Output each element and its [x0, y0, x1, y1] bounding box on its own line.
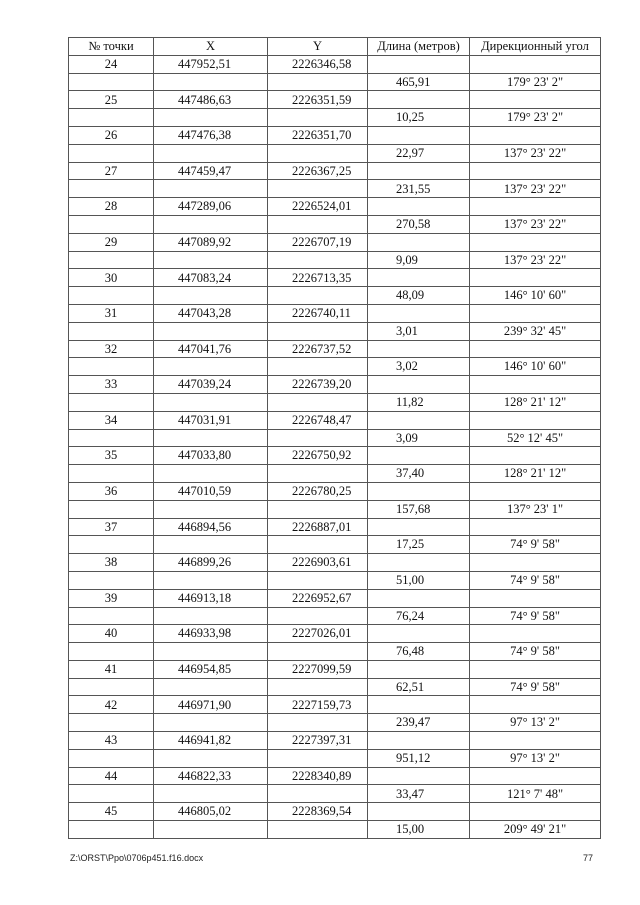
cell-point-number: [69, 821, 154, 839]
cell-x: [154, 180, 268, 198]
cell-point-number: 30: [69, 269, 154, 287]
cell-direction-angle: 137° 23' 22": [470, 215, 601, 233]
cell-direction-angle: [470, 589, 601, 607]
cell-length: [368, 304, 470, 322]
cell-point-number: [69, 287, 154, 305]
cell-point-number: 41: [69, 660, 154, 678]
cell-point-number: [69, 536, 154, 554]
cell-point-number: 26: [69, 126, 154, 144]
cell-direction-angle: [470, 803, 601, 821]
cell-length: 9,09: [368, 251, 470, 269]
table-row: [69, 91, 601, 109]
cell-length: [368, 91, 470, 109]
table-row: [69, 589, 601, 607]
cell-direction-angle: [470, 732, 601, 750]
cell-point-number: [69, 251, 154, 269]
cell-y: [268, 180, 368, 198]
cell-x: [154, 322, 268, 340]
cell-y: 2226351,70: [268, 126, 368, 144]
cell-point-number: 35: [69, 447, 154, 465]
cell-direction-angle: 146° 10' 60": [470, 358, 601, 376]
header-direction-angle: Дирекционный угол: [470, 38, 601, 56]
cell-x: 446913,18: [154, 589, 268, 607]
cell-direction-angle: [470, 554, 601, 572]
footer-page-number: 77: [583, 853, 594, 863]
table-header-row: [69, 38, 601, 56]
cell-x: [154, 785, 268, 803]
cell-point-number: [69, 643, 154, 661]
cell-point-number: [69, 144, 154, 162]
cell-direction-angle: [470, 518, 601, 536]
table-row: [69, 785, 601, 803]
cell-point-number: [69, 749, 154, 767]
table-row: [69, 643, 601, 661]
cell-point-number: [69, 571, 154, 589]
table-row: [69, 233, 601, 251]
cell-x: 446822,33: [154, 767, 268, 785]
cell-point-number: 36: [69, 482, 154, 500]
table-row: [69, 821, 601, 839]
cell-x: 447083,24: [154, 269, 268, 287]
cell-point-number: 29: [69, 233, 154, 251]
cell-x: 447486,63: [154, 91, 268, 109]
table-row: [69, 340, 601, 358]
cell-y: 2227159,73: [268, 696, 368, 714]
cell-x: [154, 287, 268, 305]
cell-direction-angle: [470, 233, 601, 251]
cell-direction-angle: 121° 7' 48": [470, 785, 601, 803]
cell-direction-angle: [470, 162, 601, 180]
cell-y: [268, 73, 368, 91]
cell-x: [154, 571, 268, 589]
cell-direction-angle: 74° 9' 58": [470, 571, 601, 589]
table-row: [69, 607, 601, 625]
header-length: Длина (метров): [368, 38, 470, 56]
cell-x: [154, 500, 268, 518]
table-row: [69, 287, 601, 305]
cell-direction-angle: 239° 32' 45": [470, 322, 601, 340]
cell-point-number: [69, 465, 154, 483]
cell-direction-angle: [470, 696, 601, 714]
cell-direction-angle: [470, 447, 601, 465]
cell-point-number: 38: [69, 554, 154, 572]
cell-y: [268, 109, 368, 127]
cell-length: [368, 162, 470, 180]
cell-y: [268, 215, 368, 233]
cell-x: 447039,24: [154, 376, 268, 394]
cell-length: [368, 269, 470, 287]
cell-length: 62,51: [368, 678, 470, 696]
cell-length: [368, 233, 470, 251]
header-y: Y: [268, 38, 368, 56]
cell-x: [154, 109, 268, 127]
cell-y: [268, 322, 368, 340]
cell-y: 2226346,58: [268, 55, 368, 73]
cell-y: 2227099,59: [268, 660, 368, 678]
cell-y: 2226739,20: [268, 376, 368, 394]
header-point-number: № точки: [69, 38, 154, 56]
cell-length: [368, 198, 470, 216]
cell-x: 446899,26: [154, 554, 268, 572]
cell-length: [368, 696, 470, 714]
cell-direction-angle: 179° 23' 2": [470, 73, 601, 91]
table-row: [69, 732, 601, 750]
table-row: [69, 376, 601, 394]
cell-direction-angle: [470, 126, 601, 144]
cell-direction-angle: 209° 49' 21": [470, 821, 601, 839]
cell-point-number: [69, 180, 154, 198]
cell-y: [268, 429, 368, 447]
table-row: [69, 411, 601, 429]
cell-x: 447459,47: [154, 162, 268, 180]
cell-y: 2227397,31: [268, 732, 368, 750]
cell-y: 2226351,59: [268, 91, 368, 109]
cell-x: [154, 251, 268, 269]
table-row: [69, 144, 601, 162]
cell-length: [368, 376, 470, 394]
cell-y: 2226780,25: [268, 482, 368, 500]
cell-x: 447010,59: [154, 482, 268, 500]
table-row: [69, 198, 601, 216]
cell-point-number: [69, 500, 154, 518]
cell-direction-angle: 74° 9' 58": [470, 678, 601, 696]
cell-y: 2226713,35: [268, 269, 368, 287]
cell-y: 2226750,92: [268, 447, 368, 465]
cell-y: 2226740,11: [268, 304, 368, 322]
cell-point-number: [69, 109, 154, 127]
cell-y: 2226524,01: [268, 198, 368, 216]
cell-length: 270,58: [368, 215, 470, 233]
cell-point-number: 34: [69, 411, 154, 429]
cell-y: [268, 393, 368, 411]
table-row: [69, 554, 601, 572]
cell-length: 3,02: [368, 358, 470, 376]
cell-length: 51,00: [368, 571, 470, 589]
cell-direction-angle: 146° 10' 60": [470, 287, 601, 305]
cell-x: [154, 358, 268, 376]
table-row: [69, 518, 601, 536]
cell-length: 231,55: [368, 180, 470, 198]
cell-length: [368, 447, 470, 465]
table-row: [69, 482, 601, 500]
cell-length: [368, 518, 470, 536]
cell-direction-angle: 128° 21' 12": [470, 465, 601, 483]
cell-x: 447089,92: [154, 233, 268, 251]
cell-point-number: 28: [69, 198, 154, 216]
cell-point-number: [69, 393, 154, 411]
cell-direction-angle: [470, 482, 601, 500]
cell-length: [368, 55, 470, 73]
table-row: [69, 465, 601, 483]
cell-length: [368, 589, 470, 607]
table-row: [69, 215, 601, 233]
cell-point-number: 40: [69, 625, 154, 643]
cell-y: 2226887,01: [268, 518, 368, 536]
cell-y: [268, 287, 368, 305]
cell-point-number: 39: [69, 589, 154, 607]
cell-direction-angle: [470, 304, 601, 322]
table-row: [69, 429, 601, 447]
cell-x: [154, 73, 268, 91]
cell-y: [268, 536, 368, 554]
cell-y: [268, 571, 368, 589]
cell-y: 2226737,52: [268, 340, 368, 358]
cell-direction-angle: [470, 340, 601, 358]
cell-length: 33,47: [368, 785, 470, 803]
table-row: [69, 109, 601, 127]
cell-length: 76,24: [368, 607, 470, 625]
cell-length: [368, 625, 470, 643]
cell-x: 446805,02: [154, 803, 268, 821]
cell-direction-angle: [470, 376, 601, 394]
cell-length: 48,09: [368, 287, 470, 305]
cell-direction-angle: 74° 9' 58": [470, 643, 601, 661]
cell-point-number: 43: [69, 732, 154, 750]
table-row: [69, 162, 601, 180]
cell-y: 2226952,67: [268, 589, 368, 607]
header-x: X: [154, 38, 268, 56]
table-row: [69, 180, 601, 198]
cell-point-number: [69, 215, 154, 233]
cell-x: [154, 678, 268, 696]
coordinates-table: [68, 37, 601, 839]
cell-point-number: 33: [69, 376, 154, 394]
cell-point-number: 25: [69, 91, 154, 109]
table-row: [69, 714, 601, 732]
cell-length: [368, 554, 470, 572]
cell-direction-angle: [470, 269, 601, 287]
cell-y: 2228340,89: [268, 767, 368, 785]
cell-y: 2228369,54: [268, 803, 368, 821]
cell-direction-angle: [470, 660, 601, 678]
cell-x: 447289,06: [154, 198, 268, 216]
cell-length: 17,25: [368, 536, 470, 554]
cell-length: 22,97: [368, 144, 470, 162]
cell-length: [368, 411, 470, 429]
cell-y: 2226903,61: [268, 554, 368, 572]
cell-x: 447952,51: [154, 55, 268, 73]
table-row: [69, 536, 601, 554]
cell-length: [368, 767, 470, 785]
table-body: [69, 55, 601, 838]
cell-y: [268, 607, 368, 625]
cell-x: [154, 749, 268, 767]
cell-x: [154, 643, 268, 661]
cell-y: [268, 500, 368, 518]
cell-length: 239,47: [368, 714, 470, 732]
cell-x: 446971,90: [154, 696, 268, 714]
cell-x: 446933,98: [154, 625, 268, 643]
cell-length: 10,25: [368, 109, 470, 127]
cell-y: 2226707,19: [268, 233, 368, 251]
cell-x: 447043,28: [154, 304, 268, 322]
table-row: [69, 269, 601, 287]
cell-direction-angle: 97° 13' 2": [470, 749, 601, 767]
cell-x: 447476,38: [154, 126, 268, 144]
cell-y: [268, 821, 368, 839]
cell-x: [154, 465, 268, 483]
cell-direction-angle: [470, 55, 601, 73]
cell-y: 2226367,25: [268, 162, 368, 180]
cell-length: 157,68: [368, 500, 470, 518]
cell-point-number: 31: [69, 304, 154, 322]
cell-length: [368, 126, 470, 144]
cell-point-number: [69, 322, 154, 340]
cell-length: [368, 803, 470, 821]
cell-x: [154, 393, 268, 411]
cell-length: [368, 340, 470, 358]
cell-direction-angle: 97° 13' 2": [470, 714, 601, 732]
cell-y: [268, 465, 368, 483]
cell-y: 2227026,01: [268, 625, 368, 643]
cell-x: [154, 215, 268, 233]
cell-length: [368, 660, 470, 678]
cell-x: [154, 536, 268, 554]
cell-point-number: 27: [69, 162, 154, 180]
table-row: [69, 393, 601, 411]
cell-x: 446894,56: [154, 518, 268, 536]
cell-direction-angle: [470, 91, 601, 109]
cell-point-number: 24: [69, 55, 154, 73]
table-row: [69, 447, 601, 465]
cell-x: 446954,85: [154, 660, 268, 678]
cell-y: [268, 643, 368, 661]
table-row: [69, 625, 601, 643]
table-row: [69, 500, 601, 518]
cell-point-number: 37: [69, 518, 154, 536]
cell-length: [368, 732, 470, 750]
cell-point-number: 32: [69, 340, 154, 358]
table-row: [69, 767, 601, 785]
cell-direction-angle: 137° 23' 1": [470, 500, 601, 518]
table-row: [69, 358, 601, 376]
cell-length: 465,91: [368, 73, 470, 91]
cell-point-number: 44: [69, 767, 154, 785]
cell-direction-angle: 137° 23' 22": [470, 251, 601, 269]
cell-x: [154, 144, 268, 162]
cell-x: 447033,80: [154, 447, 268, 465]
cell-direction-angle: [470, 411, 601, 429]
cell-point-number: [69, 785, 154, 803]
cell-x: [154, 714, 268, 732]
cell-direction-angle: 137° 23' 22": [470, 180, 601, 198]
cell-length: 3,01: [368, 322, 470, 340]
cell-x: 447041,76: [154, 340, 268, 358]
cell-x: 446941,82: [154, 732, 268, 750]
table-row: [69, 571, 601, 589]
table-row: [69, 322, 601, 340]
cell-y: [268, 251, 368, 269]
table-row: [69, 803, 601, 821]
cell-point-number: [69, 678, 154, 696]
cell-x: 447031,91: [154, 411, 268, 429]
cell-length: 3,09: [368, 429, 470, 447]
cell-point-number: [69, 358, 154, 376]
cell-direction-angle: 137° 23' 22": [470, 144, 601, 162]
cell-direction-angle: 52° 12' 45": [470, 429, 601, 447]
cell-y: [268, 714, 368, 732]
footer-file-path: Z:\ORST\Ppo\0706p451.f16.docx: [70, 853, 204, 863]
cell-length: 11,82: [368, 393, 470, 411]
cell-point-number: [69, 73, 154, 91]
cell-x: [154, 607, 268, 625]
table-row: [69, 749, 601, 767]
cell-direction-angle: 128° 21' 12": [470, 393, 601, 411]
cell-y: 2226748,47: [268, 411, 368, 429]
cell-direction-angle: 179° 23' 2": [470, 109, 601, 127]
cell-length: 37,40: [368, 465, 470, 483]
cell-direction-angle: [470, 625, 601, 643]
cell-y: [268, 785, 368, 803]
cell-length: 76,48: [368, 643, 470, 661]
table-row: [69, 126, 601, 144]
cell-length: 951,12: [368, 749, 470, 767]
table-row: [69, 73, 601, 91]
cell-x: [154, 821, 268, 839]
cell-point-number: [69, 607, 154, 625]
cell-y: [268, 144, 368, 162]
cell-direction-angle: 74° 9' 58": [470, 536, 601, 554]
cell-length: 15,00: [368, 821, 470, 839]
cell-y: [268, 358, 368, 376]
cell-length: [368, 482, 470, 500]
cell-point-number: 45: [69, 803, 154, 821]
cell-point-number: 42: [69, 696, 154, 714]
cell-x: [154, 429, 268, 447]
cell-y: [268, 678, 368, 696]
cell-point-number: [69, 714, 154, 732]
cell-direction-angle: [470, 767, 601, 785]
cell-y: [268, 749, 368, 767]
table-row: [69, 304, 601, 322]
table-row: [69, 251, 601, 269]
table-row: [69, 660, 601, 678]
cell-point-number: [69, 429, 154, 447]
table-row: [69, 55, 601, 73]
table-row: [69, 696, 601, 714]
cell-direction-angle: 74° 9' 58": [470, 607, 601, 625]
table-row: [69, 678, 601, 696]
cell-direction-angle: [470, 198, 601, 216]
